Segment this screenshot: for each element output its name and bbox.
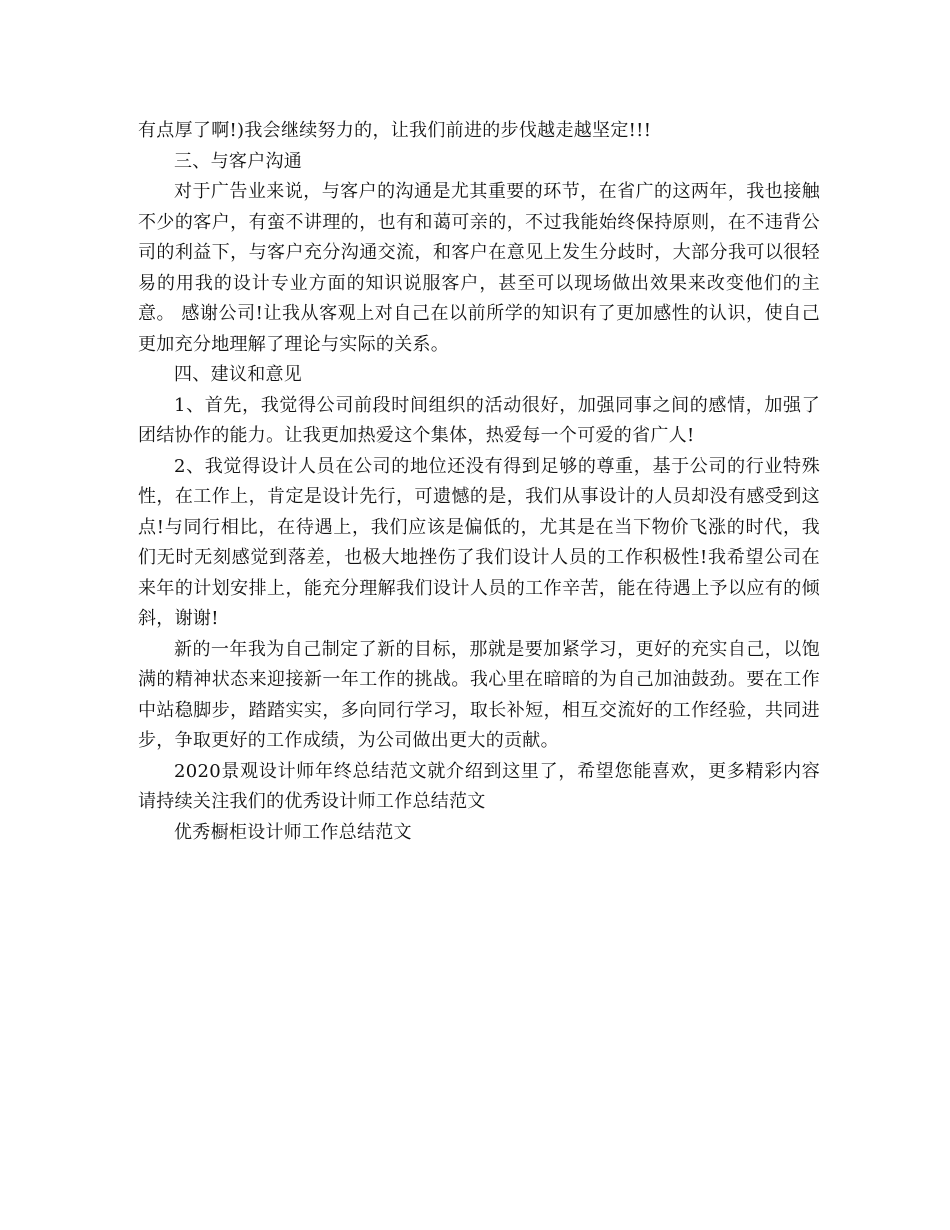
paragraph-continuation: 有点厚了啊!)我会继续努力的，让我们前进的步伐越走越坚定!!!: [138, 120, 652, 141]
paragraph-related-title: 优秀橱柜设计师工作总结范文: [174, 821, 412, 843]
paragraph-customer-communication: 对于广告业来说，与客户的沟通是尤其重要的环节，在省广的这两年，我也接触不少的客户，有蛮不讲理的，也有和蔼可亲的，不过我能始终保持原则，在不违背公司的利益下，与客户充分沟通交流，和客户在意见上发生分歧时，大部分我可以很轻易的用我的设计专业方面的知识说服客户，甚至可以现场做出效果来改变他们的主意。 感谢公司!让我从客观上对自己在以前所学的知识有了更加感性的认识，使自己更加充分地理解了理论与实际的关系。: [138, 181, 820, 355]
paragraph-suggestion-2: 2、我觉得设计人员在公司的地位还没有得到足够的尊重，基于公司的行业特殊性，在工作上，肯定是设计先行，可遗憾的是，我们从事设计的人员却没有感受到这点!与同行相比，在待遇上，我们应该是偏低的，尤其是在当下物价飞涨的时代，我们无时无刻感觉到落差，也极大地挫伤了我们设计人员的工作积极性!我希望公司在来年的计划安排上，能充分理解我们设计人员的工作辛苦，能在待遇上予以应有的倾斜，谢谢!: [138, 455, 820, 629]
document-body: [138, 116, 820, 848]
paragraph-suggestion-1: 1、首先，我觉得公司前段时间组织的活动很好，加强同事之间的感情，加强了团结协作的能力。让我更加热爱这个集体，热爱每一个可爱的省广人!: [138, 394, 820, 446]
paragraph-new-year-goals: 新的一年我为自己制定了新的目标，那就是要加紧学习，更好的充实自己，以饱满的精神状态来迎接新一年工作的挑战。我心里在暗暗的为自己加油鼓劲。要在工作中站稳脚步，踏踏实实，多向同行学习，取长补短，相互交流好的工作经验，共同进步，争取更好的工作成绩，为公司做出更大的贡献。: [138, 638, 820, 751]
paragraph-closing-note: 2020景观设计师年终总结范文就介绍到这里了，希望您能喜欢，更多精彩内容请持续关注我们的优秀设计师工作总结范文: [138, 760, 820, 812]
section-heading-customer-communication: 三、与客户沟通: [174, 150, 303, 172]
section-heading-suggestions: 四、建议和意见: [174, 364, 303, 385]
